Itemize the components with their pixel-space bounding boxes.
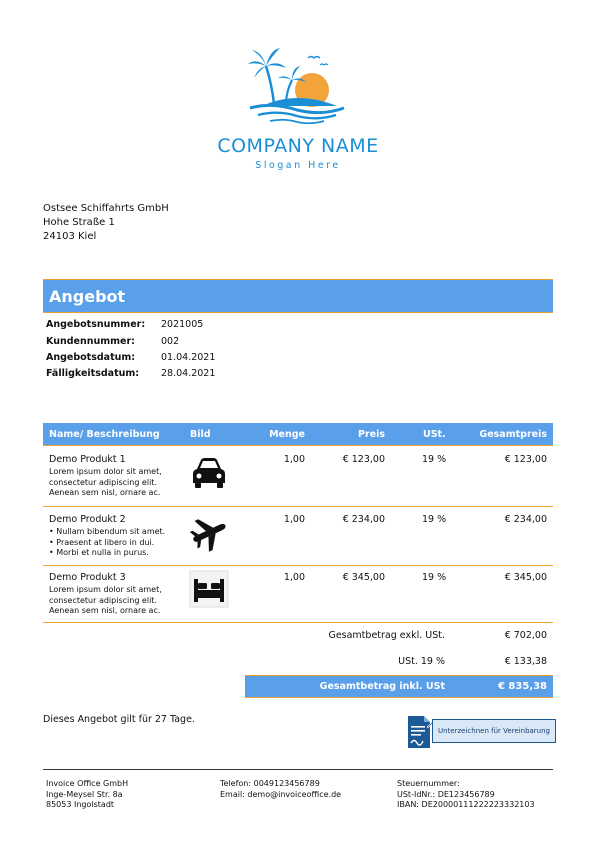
item-total: € 234,00 xyxy=(504,514,547,525)
item-tax: 19 % xyxy=(422,572,447,583)
item-desc-line: Aenean sem nisl, ornare ac. xyxy=(49,488,161,497)
net-total-label: Gesamtbetrag exkl. USt. xyxy=(328,630,445,641)
meta-label-customer-number: Kundennummer: xyxy=(46,336,135,347)
footer-tax-number: Steuernummer: xyxy=(397,779,460,788)
item-desc-line: Lorem ipsum dolor sit amet, xyxy=(49,585,162,594)
row-divider xyxy=(43,622,553,623)
item-tax: 19 % xyxy=(422,454,447,465)
table-row xyxy=(43,566,553,623)
table-row xyxy=(43,507,553,565)
item-price: € 234,00 xyxy=(342,514,385,525)
footer-company-city: 85053 Ingolstadt xyxy=(46,800,115,809)
recipient-city: 24103 Kiel xyxy=(43,231,97,242)
item-desc-line: • Nullam bibendum sit amet. xyxy=(49,527,166,536)
item-name: Demo Produkt 2 xyxy=(49,514,126,525)
header-description: Name/ Beschreibung xyxy=(49,429,160,440)
item-price: € 345,00 xyxy=(342,572,385,583)
company-logo xyxy=(242,40,352,126)
footer-company xyxy=(46,779,128,811)
item-quantity: 1,00 xyxy=(283,454,305,465)
grand-total-value: € 835,38 xyxy=(497,681,547,692)
document-title-bar xyxy=(43,279,553,313)
bed-icon xyxy=(189,570,229,608)
sign-document-icon xyxy=(405,713,435,751)
item-desc-line: consectetur adipiscing elit. xyxy=(49,477,157,487)
grand-total-label: Gesamtbetrag inkl. USt xyxy=(319,681,445,692)
item-price: € 123,00 xyxy=(342,454,385,465)
header-image: Bild xyxy=(190,429,211,440)
item-name: Demo Produkt 3 xyxy=(49,572,126,583)
footer-iban: IBAN: DE20000111222223332103 xyxy=(397,800,535,809)
tax-total-value: € 133,38 xyxy=(504,656,547,667)
meta-value-offer-date: 01.04.2021 xyxy=(161,352,216,363)
meta-label-offer-date: Angebotsdatum: xyxy=(46,352,136,363)
recipient-street: Hohe Straße 1 xyxy=(43,217,115,228)
company-slogan: Slogan Here xyxy=(255,160,341,171)
item-desc-line: Aenean sem nisl, ornare ac. xyxy=(49,606,161,615)
item-total: € 123,00 xyxy=(504,454,547,465)
header-quantity: Menge xyxy=(269,429,305,440)
net-total-value: € 702,00 xyxy=(504,630,547,641)
document-title: Angebot xyxy=(49,287,126,306)
sign-button-label[interactable]: Unterzeichnen für Vereinbarung xyxy=(432,719,556,743)
footer-divider xyxy=(43,769,553,770)
grand-total-bar xyxy=(245,675,553,698)
meta-label-due-date: Fälligkeitsdatum: xyxy=(46,368,140,379)
footer-company-name: Invoice Office GmbH xyxy=(46,779,129,788)
item-tax: 19 % xyxy=(422,514,447,525)
validity-note: Dieses Angebot gilt für 27 Tage. xyxy=(43,714,195,725)
header-tax: USt. xyxy=(423,429,446,440)
meta-value-offer-number: 2021005 xyxy=(161,319,204,330)
meta-value-due-date: 28.04.2021 xyxy=(161,368,216,379)
company-name: COMPANY NAME xyxy=(217,135,379,157)
car-icon xyxy=(189,455,229,493)
item-name: Demo Produkt 1 xyxy=(49,454,126,465)
items-table-header xyxy=(43,423,553,446)
header-price: Preis xyxy=(357,429,385,440)
meta-label-offer-number: Angebotsnummer: xyxy=(46,319,146,330)
footer-contact xyxy=(220,779,341,800)
item-desc-line: consectetur adipiscing elit. xyxy=(49,595,157,605)
footer-vat-id: USt-IdNr.: DE123456789 xyxy=(397,789,495,799)
footer-tax-info xyxy=(397,779,535,811)
item-desc-line: Lorem ipsum dolor sit amet, xyxy=(49,467,162,476)
footer-phone: Telefon: 0049123456789 xyxy=(220,779,320,788)
table-row xyxy=(43,446,553,506)
item-quantity: 1,00 xyxy=(283,514,305,525)
footer-email[interactable]: Email: demo@invoiceoffice.de xyxy=(220,789,342,799)
item-total: € 345,00 xyxy=(504,572,547,583)
item-quantity: 1,00 xyxy=(283,572,305,583)
item-desc-line: • Morbi et nulla in purus. xyxy=(49,548,149,557)
recipient-name: Ostsee Schiffahrts GmbH xyxy=(43,203,169,214)
meta-value-customer-number: 002 xyxy=(161,336,180,347)
footer-company-street: Inge-Meysel Str. 8a xyxy=(46,789,123,799)
airplane-icon xyxy=(189,514,229,552)
item-desc-line: • Praesent at libero in dui. xyxy=(49,537,155,547)
header-total: Gesamtpreis xyxy=(479,429,547,440)
sign-agreement-button[interactable] xyxy=(405,713,557,749)
tax-total-label: USt. 19 % xyxy=(398,656,445,667)
